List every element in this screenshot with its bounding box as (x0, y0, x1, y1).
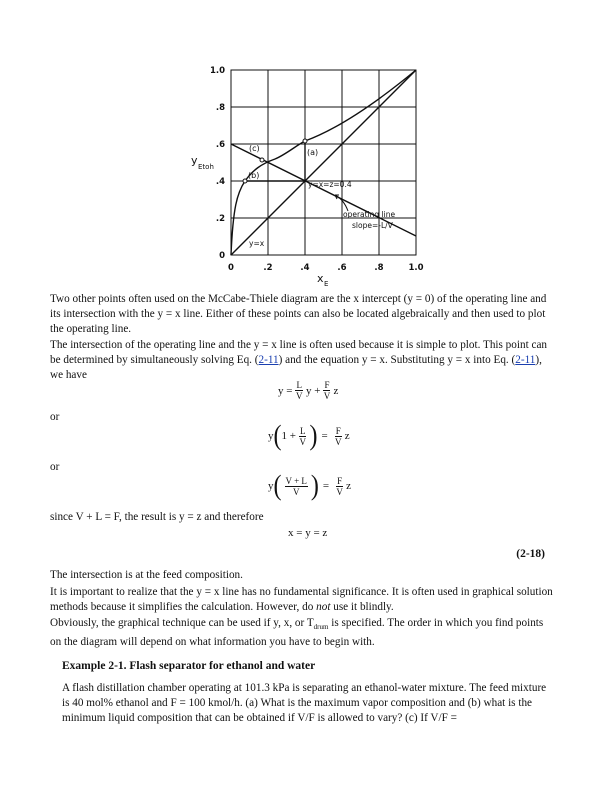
paragraph-example: A flash distillation chamber operating at 101.3 kPa is separating an ethanol-water mixture. The feed mixture is 40 mol% ethanol and F = 100 kmol/h. (a) What is the maximum vapor composition and (b) what is the minimum liquid composition that can be obtained if V/F is allowed to vary? (c) If V/F = (62, 682, 547, 725)
eq-text: 1 + (281, 430, 296, 442)
eq-2-11-link[interactable]: 2-11 (515, 354, 536, 367)
emphasis: not (316, 601, 331, 614)
label-b: (b) (248, 171, 260, 180)
eq-text: y = (278, 384, 293, 397)
denominator: V (292, 486, 300, 497)
label-operating-line: operating line (343, 210, 396, 219)
fraction (336, 476, 343, 497)
point-b-marker (243, 179, 247, 183)
x-tick-label: 0 (228, 263, 234, 273)
point-c-marker (260, 158, 264, 162)
eq-text: = (321, 430, 328, 442)
eq-text: z (344, 430, 350, 442)
text-run: Obviously, the graphical technique can be used if y, x, or T (50, 617, 314, 629)
x-axis-label: x (317, 272, 324, 285)
paragraph-y-equals-x (50, 585, 555, 615)
eq-text: = (322, 480, 330, 492)
numerator: L (299, 425, 306, 436)
y-tick-label: .6 (215, 140, 225, 150)
equation-2 (268, 420, 350, 452)
eq-text: y (268, 430, 274, 442)
denominator: V (299, 436, 306, 447)
eq-2-11-link[interactable]: 2-11 (258, 354, 279, 367)
fraction (323, 380, 330, 401)
text-run: ), we have (50, 354, 542, 382)
eq-text: z (333, 384, 339, 397)
mccabe-thiele-figure (185, 58, 435, 288)
eq-text: y (268, 480, 274, 492)
paragraph-graphical (50, 616, 555, 651)
numerator: L (296, 380, 302, 390)
denominator: V (334, 436, 342, 447)
y-axis-label-sub: Etoh (198, 163, 214, 171)
equation-3 (268, 470, 352, 502)
label-slope: slope=-L/V (352, 221, 393, 230)
fraction (299, 426, 307, 447)
label-a: (a) (307, 148, 319, 157)
y-axis-label: y (191, 154, 198, 167)
y-tick-label: 1.0 (209, 66, 225, 76)
fraction (335, 426, 342, 447)
eq-text: y + (305, 384, 321, 397)
numerator: V + L (285, 475, 307, 486)
fraction (285, 476, 308, 497)
label-y-equals-x: y=x (249, 239, 265, 248)
denominator: V (323, 391, 331, 401)
label-c: (c) (249, 144, 260, 153)
x-tick-label: .8 (374, 263, 384, 273)
x-tick-label: .2 (263, 263, 273, 273)
denominator: V (295, 391, 303, 401)
paragraph-since: since V + L = F, the result is y = z and therefore (50, 511, 264, 523)
numerator: F (335, 425, 341, 436)
x-tick-label: .4 (300, 263, 310, 273)
or-2: or (50, 461, 60, 473)
paragraph-intersection (50, 338, 555, 384)
subscript: drum (313, 623, 329, 632)
left-paren: ( (273, 470, 282, 502)
y-tick-label: .2 (215, 214, 225, 224)
paragraph-intercepts: Two other points often used on the McCabe-Thiele diagram are the x intercept (y = 0) of the operating line and its intersection with the y = x line. Either of these points can also be located algebraically and then used to plot the operating line. (50, 293, 547, 336)
y-tick-label: 0 (219, 251, 225, 261)
text-run: The intersection of the operating line and the y = x line is often used because it is simple to plot. This point can be determined by simultaneously solving Eq. ( (50, 339, 547, 367)
paragraph-feed-composition: The intersection is at the feed composition. (50, 569, 243, 581)
example-title: Example 2-1. Flash separator for ethanol and water (62, 660, 316, 672)
equation-4 (288, 527, 327, 539)
x-tick-label: 1.0 (408, 263, 424, 273)
equation-number: (2-18) (516, 548, 545, 560)
text-run: is specified. The order in which you find points on the diagram will depend on what information you have to begin with. (50, 617, 544, 649)
eq-text: z (346, 480, 352, 492)
numerator: F (337, 475, 343, 486)
right-paren: ) (309, 420, 318, 452)
point-a-marker (303, 139, 307, 143)
text-run: It is important to realize that the y = x line has no fundamental significance. It is often used in graphical solution methods because it simplifies the calculation. However, do (50, 586, 553, 614)
x-axis-label-sub: E (324, 280, 329, 288)
fraction (295, 380, 303, 401)
text-run: use it blindly. (330, 601, 394, 614)
left-paren: ( (273, 420, 282, 452)
y-tick-label: .4 (215, 177, 225, 187)
right-paren: ) (310, 470, 319, 502)
equation-1 (278, 380, 338, 401)
denominator: V (336, 486, 343, 497)
or-1: or (50, 411, 60, 423)
label-yxz: y=x=z=0.4 (308, 180, 352, 189)
x-tick-label: .6 (337, 263, 347, 273)
numerator: F (324, 380, 330, 390)
text-run: ) and the equation y = x. Substituting y = x into Eq. ( (278, 354, 516, 367)
y-tick-label: .8 (215, 103, 225, 113)
eq-text: x = y = z (288, 527, 328, 539)
